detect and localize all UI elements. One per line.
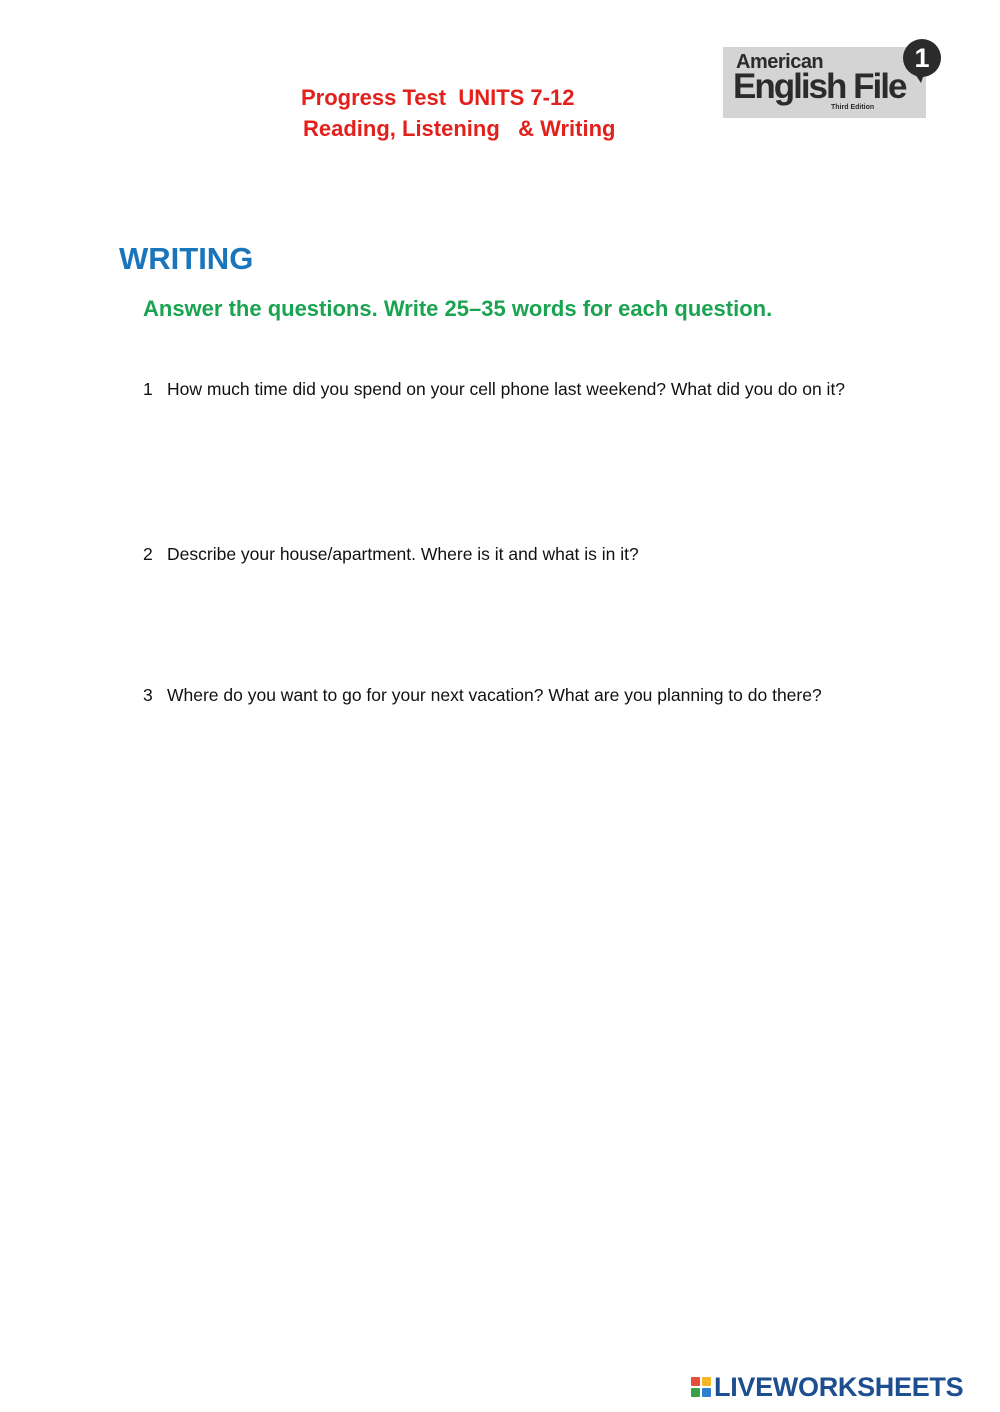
watermark-text: LIVEWORKSHEETS xyxy=(714,1371,964,1402)
question-item xyxy=(143,378,873,401)
question-item xyxy=(143,684,873,707)
question-number: 2 xyxy=(143,544,153,564)
icon-square-yellow xyxy=(702,1377,711,1386)
question-text: How much time did you spend on your cell phone last weekend? What did you do on it? xyxy=(167,379,846,399)
question-number: 1 xyxy=(143,379,153,399)
level-badge: 1 xyxy=(903,39,941,77)
question-number: 3 xyxy=(143,685,153,705)
logo-main-text: English File xyxy=(733,67,906,106)
icon-square-blue xyxy=(702,1388,711,1397)
section-heading: WRITING xyxy=(119,241,254,276)
test-subtitle: Reading, Listening & Writing xyxy=(303,116,616,141)
american-english-file-logo xyxy=(723,43,930,118)
question-item xyxy=(143,543,873,566)
logo-edition-text: Third Edition xyxy=(831,104,875,111)
instructions: Answer the questions. Write 25–35 words for each question. xyxy=(143,296,773,321)
test-title: Progress Test UNITS 7-12 xyxy=(301,85,575,110)
question-text: Describe your house/apartment. Where is it and what is in it? xyxy=(167,544,639,564)
question-text: Where do you want to go for your next vacation? What are you planning to do there? xyxy=(167,685,822,705)
logo-top-text: American xyxy=(736,51,824,73)
icon-square-green xyxy=(691,1388,700,1397)
liveworksheets-watermark xyxy=(691,1372,963,1402)
icon-square-red xyxy=(691,1377,700,1386)
liveworksheets-logo-icon xyxy=(691,1377,711,1397)
